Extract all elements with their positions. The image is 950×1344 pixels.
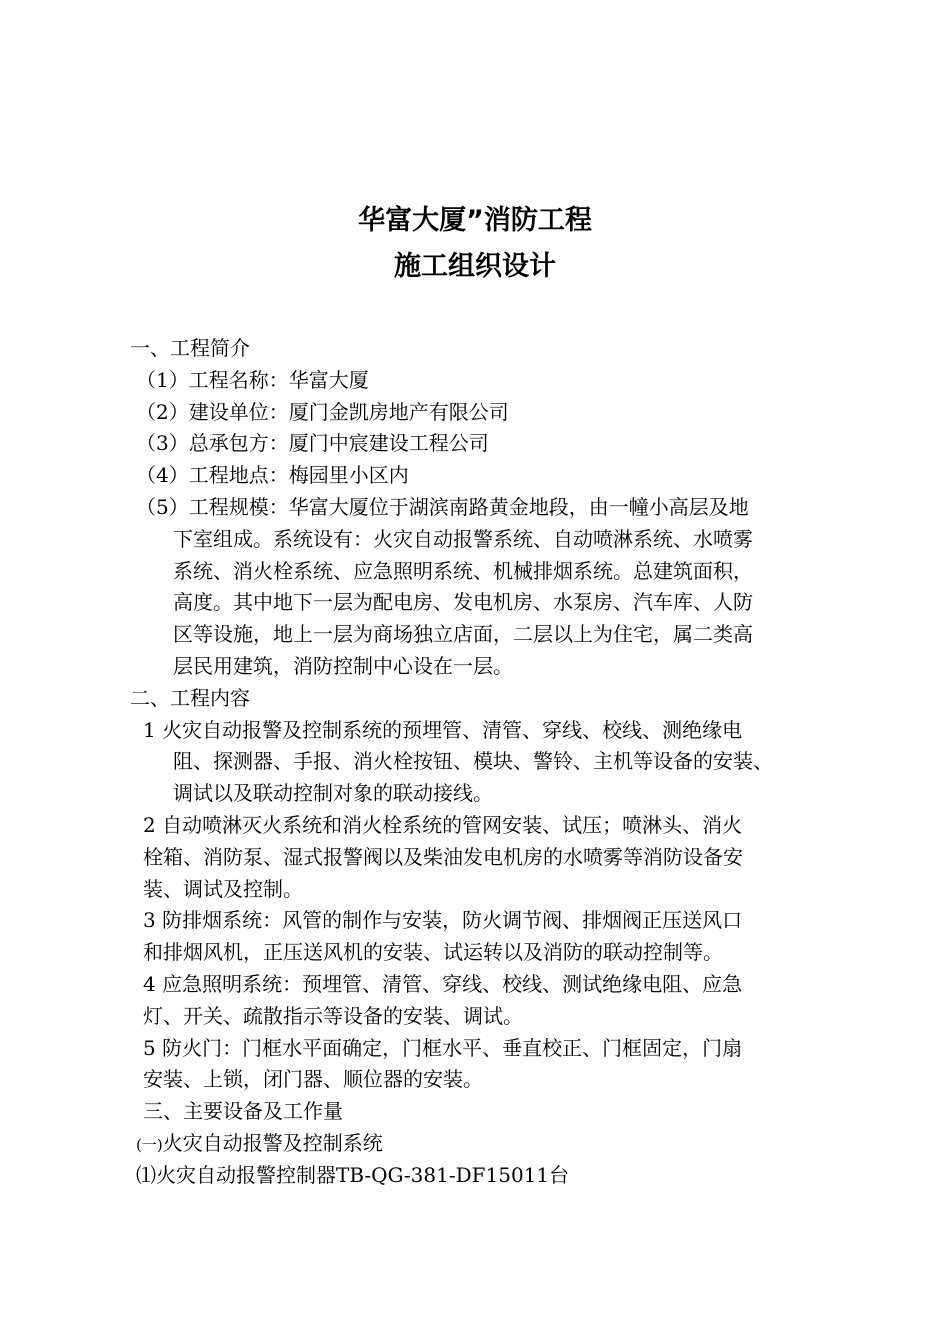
overview-item: （3）总承包方：厦门中宸建设工程公司	[136, 431, 489, 456]
overview-item: （2）建设单位：厦门金凯房地产有限公司	[136, 399, 509, 424]
section-heading-equipment: 三、主要设备及工作量	[143, 1099, 343, 1124]
content-item: 4 应急照明系统：预埋管、清管、穿线、校线、测试绝缘电阻、应急	[143, 971, 743, 996]
document-title	[0, 198, 950, 290]
content-item: 5 防火门：门框水平面确定，门框水平、垂直校正、门框固定，门扇	[143, 1035, 743, 1060]
subsection-number: (一)	[136, 1135, 163, 1154]
overview-item-scale-cont: 区等设施，地上一层为商场独立店面，二层以上为住宅，属二类高	[173, 622, 753, 647]
section-heading-overview: 一、工程简介	[130, 336, 250, 360]
title-line-project: 华富大厦”消防工程	[358, 205, 592, 236]
section-heading-content: 二、工程内容	[130, 685, 250, 710]
content-item-cont: 调试以及联动控制对象的联动接线。	[173, 781, 493, 806]
equipment-subsection	[0, 1128, 950, 1160]
overview-item-scale-cont: 下室组成。系统设有：火灾自动报警系统、自动喷淋系统、水喷雾	[173, 526, 753, 551]
content-item: 装、调试及控制。	[143, 876, 303, 901]
content-item: 2 自动喷淋灭火系统和消火栓系统的管网安装、试压；喷淋头、消火	[143, 812, 743, 837]
title-line-design: 施工组织设计	[394, 251, 556, 282]
content-item: 栓箱、消防泵、湿式报警阀以及柴油发电机房的水喷雾等消防设备安	[143, 844, 743, 869]
content-item: 1 火灾自动报警及控制系统的预埋管、清管、穿线、校线、测绝缘电	[143, 717, 743, 742]
content-item: 灯、开关、疏散指示等设备的安装、调试。	[143, 1003, 523, 1028]
equipment-item: ⑴火灾自动报警控制器TB-QG-381-DF15011台	[136, 1162, 570, 1187]
overview-item-scale-cont: 系统、消火栓系统、应急照明系统、机械排烟系统。总建筑面积，	[173, 558, 753, 583]
content-item-cont: 阻、探测器、手报、消火栓按钮、模块、警铃、主机等设备的安装、	[173, 749, 773, 774]
overview-item-scale-cont: 层民用建筑，消防控制中心设在一层。	[173, 653, 513, 678]
content-item: 安装、上锁，闭门器、顺位器的安装。	[143, 1067, 483, 1092]
content-item: 和排烟风机，正压送风机的安装、试运转以及消防的联动控制等。	[143, 940, 723, 965]
overview-item-scale-cont: 高度。其中地下一层为配电房、发电机房、水泵房、汽车库、人防	[173, 590, 753, 615]
overview-item-scale: （5）工程规模：华富大厦位于湖滨南路黄金地段，由一幢小高层及地	[136, 494, 749, 519]
subsection-title: 火灾自动报警及控制系统	[162, 1130, 383, 1155]
document-body	[0, 333, 950, 1192]
overview-item: （4）工程地点：梅园里小区内	[136, 463, 409, 488]
overview-item: （1）工程名称：华富大厦	[136, 367, 369, 392]
content-item: 3 防排烟系统：风管的制作与安装，防火调节阀、排烟阀正压送风口	[143, 908, 743, 933]
